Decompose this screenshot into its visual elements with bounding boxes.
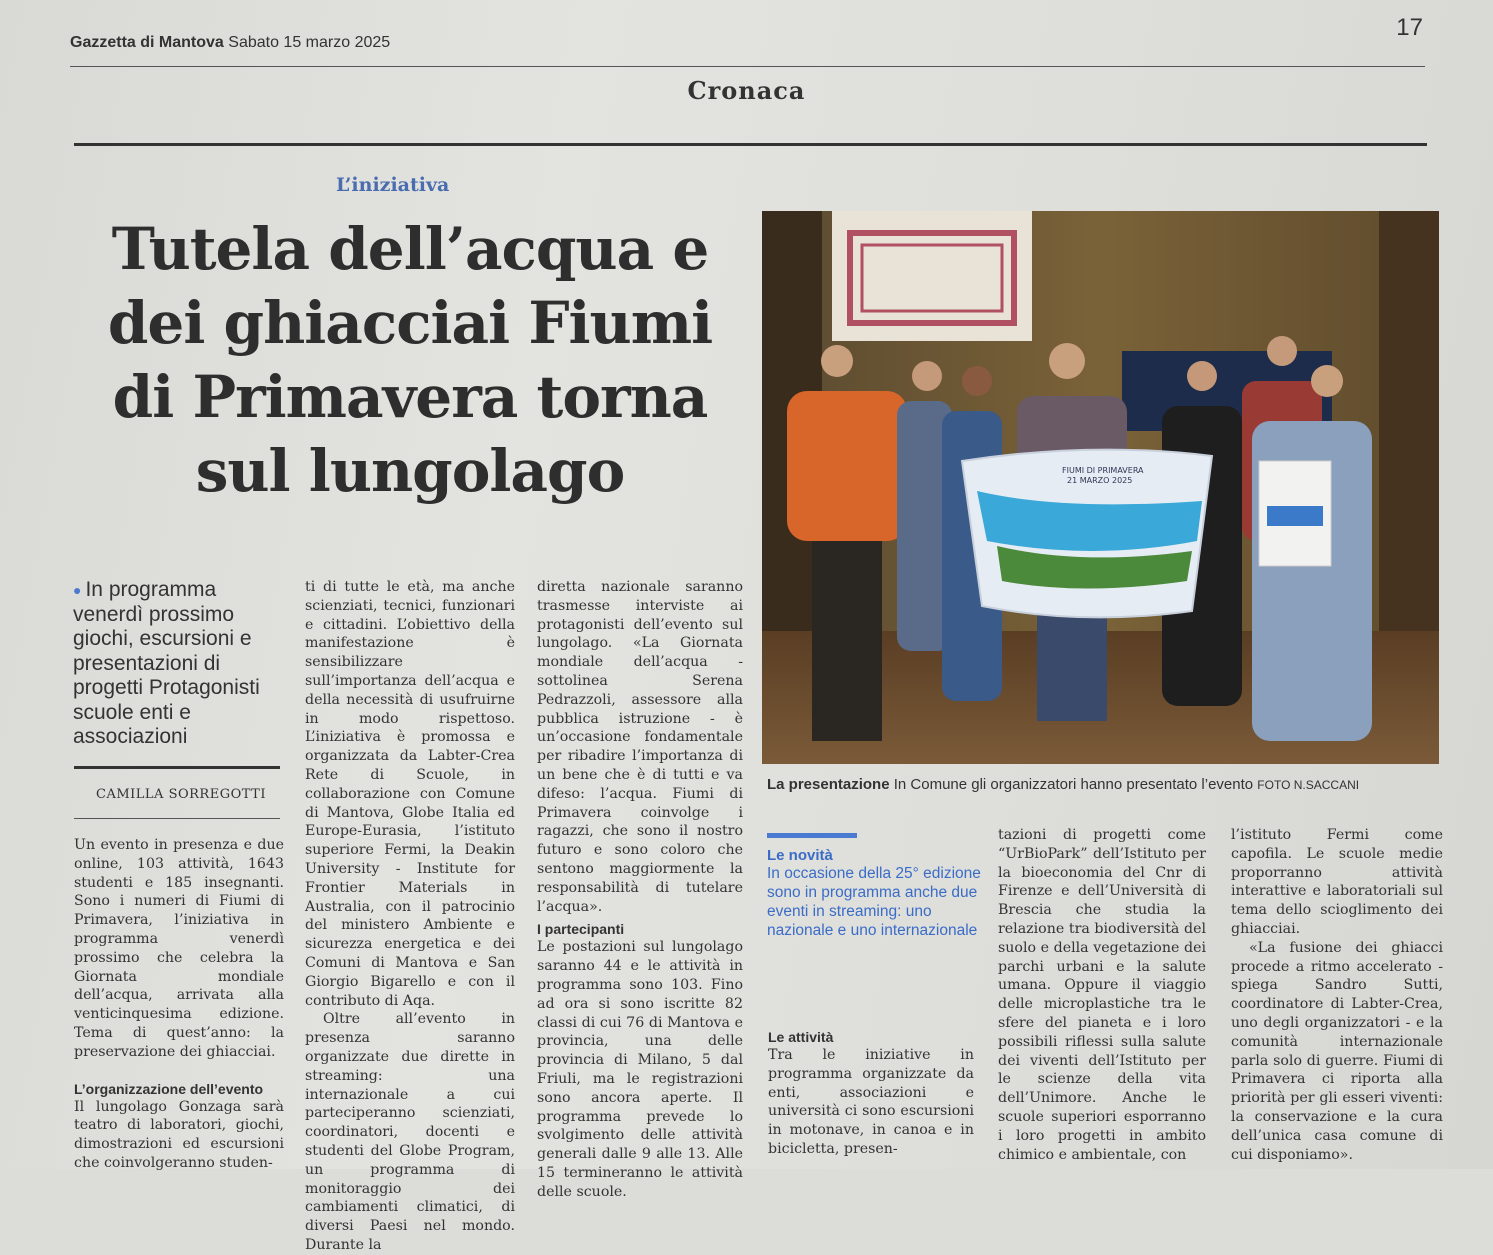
text-column-6 xyxy=(1231,826,1443,1164)
newspaper-name: Gazzetta di Mantova xyxy=(70,34,224,51)
paragraph: Le postazioni sul lungolago saranno 44 e le attività in programma sono 103. Fino ad ora si sono iscritte 82 classi di cui 76 di Mantova e provincia, una delle provincia di Milano, 5 dal Friuli, ma le registrazioni sono ancora aperte. Il programma prevede lo svolgimento delle attività generali dalle 9 alle 13. Alle 15 termineranno le attività delle scuole. xyxy=(537,939,743,1200)
banner-title: FIUMI DI PRIMAVERA xyxy=(1062,466,1144,475)
article-kicker: L’iniziativa xyxy=(336,174,450,196)
subheading: I partecipanti xyxy=(537,921,625,938)
paragraph: tazioni di progetti come “UrBioPark” dell’Istituto per la bioeconomia del Cnr di Firenze e dell’Università di Brescia che studia la relazione tra biodiversità del suolo e della vegetazione dei parchi urbani e la salute umana. Oppure il viaggio delle microplastiche tra le sfere del pianeta e i loro possibili riflessi sulla salute dei viventi dell’Istituto per le scienze della vita dell’Unimore. Anche le scuole superiori esporranno i loro progetti in ambito chimico e ambientale, con xyxy=(998,827,1206,1163)
text-column-3 xyxy=(537,578,743,1202)
paragraph: ti di tutte le età, ma anche scienziati, tecnici, funzionari e cittadini. L’obiettivo della manifestazione è sensibilizzare sull’importanza dell’acqua e della necessità di usufruirne in modo rispettoso. L’iniziativa è promossa e organizzata da Labter-Crea Rete di Scuole, in collaborazione con Comune di Mantova, Globe Italia ed Europe-Eurasia, l’istituto superiore Fermi, la Deakin University - Institute for Frontier Materials in Australia, con il patrocinio del ministero Ambiente e sicurezza energetica e dei Comuni di Mantova e San Giorgio Bigarello e con il contributo di Aqa. xyxy=(305,579,515,1009)
page-number: 17 xyxy=(1396,14,1423,41)
paragraph: Il lungolago Gonzaga sarà teatro di laboratori, giochi, dimostrazioni ed escursioni che coinvolgeranno studen- xyxy=(74,1098,284,1171)
subheading: L’organizzazione dell’evento xyxy=(74,1080,264,1097)
article-summary xyxy=(73,578,288,750)
masthead xyxy=(70,34,390,52)
sidebar-box-text: In occasione della 25° edizione sono in programma anche due eventi in streaming: uno nazionale e uno internazionale xyxy=(767,865,981,939)
section-title: Cronaca xyxy=(687,76,806,105)
issue-date: Sabato 15 marzo 2025 xyxy=(228,34,391,51)
caption-text: In Comune gli organizzatori hanno presentato l’evento xyxy=(893,776,1254,793)
text-column-5 xyxy=(998,826,1206,1164)
paragraph: l’istituto Fermi come capofila. Le scuole medie proporranno attività interattive e laboratoriali sul tema dello scioglimento dei ghiacciai. xyxy=(1231,827,1443,937)
paragraph: Un evento in presenza e due online, 103 attività, 1643 studenti e 185 insegnanti. Sono i numeri di Fiumi di Primavera, l’iniziativa in programma venerdì prossimo che celebra la Giornata mondiale dell’acqua, arrivata alla venticinquesima edizione. Tema di quest’anno: la preservazione dei ghiacciai. xyxy=(74,837,284,1060)
byline-rule-top xyxy=(74,766,280,769)
byline: CAMILLA SORREGOTTI xyxy=(96,787,266,802)
paragraph: Tra le iniziative in programma organizzate da enti, associazioni e università ci sono escursioni in motonave, in canoa e in bicicletta, presen- xyxy=(768,1047,974,1157)
caption-label: La presentazione xyxy=(767,776,890,793)
subheading: Le attività xyxy=(768,1029,834,1045)
group-photo-illustration xyxy=(762,211,1439,764)
paragraph: Oltre all’evento in presenza saranno organizzate due dirette in streaming: una internazionale a cui parteciperanno scienziati, coordinatori, docenti e studenti del Globe Program, un programma di monitoraggio dei cambiamenti climatici, di diversi Paesi nel mondo. Durante la xyxy=(305,1011,515,1253)
bullet-icon: ● xyxy=(73,582,82,599)
article-headline: Tutela dell’acqua e dei ghiacciai Fiumi di Primavera torna sul lungolago xyxy=(107,215,713,505)
text-column-4 xyxy=(768,1010,974,1159)
summary-text: In programma venerdì prossimo giochi, escursioni e presentazioni di progetti Protagonisti scuole enti e associazioni xyxy=(73,578,260,749)
section-rule xyxy=(74,143,1427,146)
top-rule xyxy=(70,66,1425,67)
paragraph: «La fusione dei ghiacci procede a ritmo accelerato - spiega Sandro Sutti, coordinatore di Labter-Crea, uno degli organizzatori - e la comunità internazionale parla solo di guerre. Fiumi di Primavera ci riporta alla priorità per gli esseri viventi: la conservazione e la cura dell’unica casa comune di cui disponiamo». xyxy=(1231,939,1443,1163)
text-column-2 xyxy=(305,578,515,1255)
text-column-1 xyxy=(74,836,284,1173)
article-photo xyxy=(762,211,1439,764)
photo-credit: FOTO N.SACCANI xyxy=(1257,778,1360,792)
paragraph: diretta nazionale saranno trasmesse interviste ai protagonisti dell’evento sul lungolago. «La Giornata mondiale dell’acqua - sottolinea Serena Pedrazzoli, assessore alla pubblica istruzione - è un’occasione fondamentale per ribadire l’importanza di un bene che è di tutti e va difeso: l’acqua. Fiumi di Primavera coinvolge i ragazzi, che sono il nostro futuro e sono coloro che sentono maggiormente la responsabilità di tutelare l’acqua». xyxy=(537,579,743,915)
sidebar-box-title: Le novità xyxy=(767,847,833,864)
byline-rule-bottom xyxy=(74,818,280,819)
photo-caption xyxy=(767,776,1427,793)
sidebar-box-rule xyxy=(767,833,857,838)
banner-date: 21 MARZO 2025 xyxy=(1067,476,1133,485)
